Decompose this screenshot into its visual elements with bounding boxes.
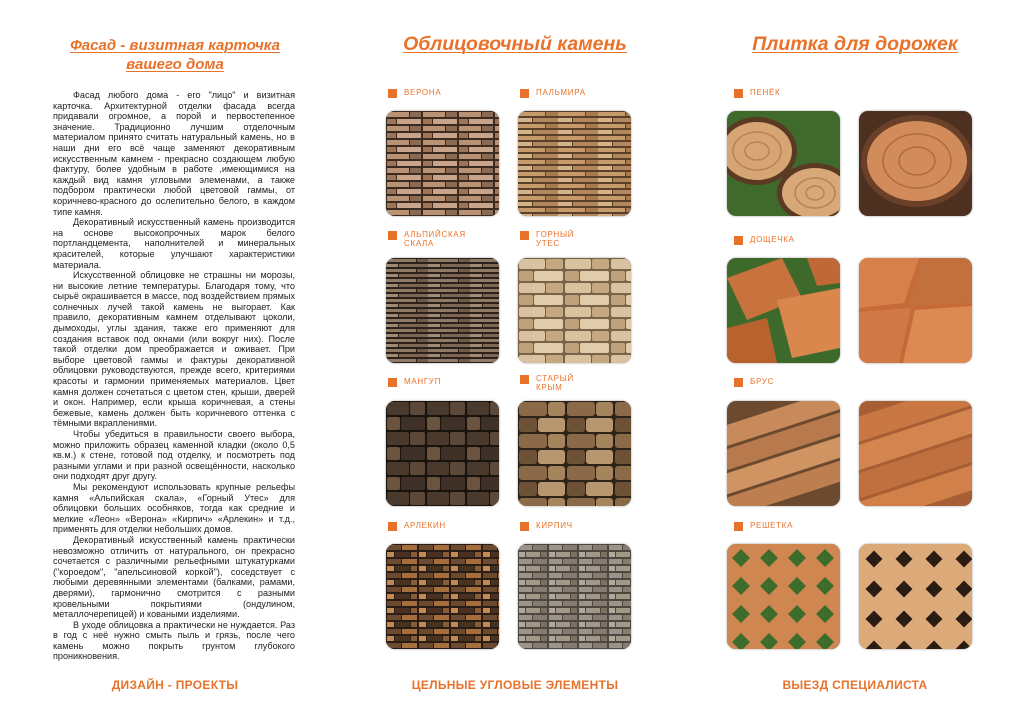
tile-verona — [386, 111, 499, 216]
right-column-title: Плитка для дорожек — [752, 33, 958, 55]
label-brick: КИРПИЧ — [520, 521, 573, 531]
bullet-square-icon — [734, 522, 743, 531]
middle-footer: ЦЕЛЬНЫЕ УГЛОВЫЕ ЭЛЕМЕНТЫ — [411, 678, 619, 692]
bullet-square-icon — [520, 231, 529, 240]
tile-old-crimea — [518, 401, 631, 506]
label-old-crimea: СТАРЫЙ КРЫМ — [520, 374, 574, 392]
tile-palmira — [518, 111, 631, 216]
middle-column-title: Облицовочный камень — [403, 33, 627, 55]
article-text — [53, 90, 295, 662]
tile-arlekin — [386, 544, 499, 649]
article-paragraph: Чтобы убедиться в правильности своего выбора, можно приложить образец каменной кладки (около 0,5 кв.м.) к стене, готовой под отделку, и посмотреть под разными углами и при разной освещённости, насколько они подходят друг другу. — [53, 429, 295, 482]
left-column-title: Фасад - визитная карточка вашего дома — [70, 37, 280, 73]
bullet-square-icon — [388, 89, 397, 98]
bullet-square-icon — [734, 89, 743, 98]
tile-beam-2 — [859, 401, 972, 506]
label-palmira: ПАЛЬМИРА — [520, 88, 586, 98]
tile-mountain-cliff — [518, 258, 631, 363]
left-footer: ДИЗАЙН - ПРОЕКТЫ — [111, 678, 239, 692]
bullet-square-icon — [520, 375, 529, 384]
label-mangup: МАНГУП — [388, 377, 441, 387]
tile-alpine-rock — [386, 258, 499, 363]
label-grid: РЕШЕТКА — [734, 521, 793, 531]
label-arlekin: АРЛЕКИН — [388, 521, 446, 531]
bullet-square-icon — [734, 378, 743, 387]
bullet-square-icon — [734, 236, 743, 245]
label-stump: ПЕНЁК — [734, 88, 780, 98]
tile-board-2 — [859, 258, 972, 363]
right-footer: ВЫЕЗД СПЕЦИАЛИСТА — [782, 678, 928, 692]
bullet-square-icon — [388, 522, 397, 531]
label-mountain-cliff: ГОРНЫЙ УТЕС — [520, 230, 574, 248]
article-paragraph: Фасад любого дома - его "лицо" и визитная карточка. Архитектурной отделки фасада всегда придавали огромное, а порой и первостепенное значение. Традиционно лучшим отделочным материалом принято считать натуральный камень, но в наши дни его всё чаще заменяют декоративным искусственным камнем - прекрасно создающем любую фактуру, более удобным в работе ,имеющимися на каждый вид камня угловыми элеменами, а также подбором практически любой цветовой гаммы, от коричнево-красного до ослепительно белого, в каждом типе камня. — [53, 90, 295, 217]
article-paragraph: Мы рекомендуют использовать крупные рельефы камня «Альпийская скала», «Горный Утес» для облицовки больших особняков, тогда как средние и мелкие «Леон» «Верона» «Кирпич» «Арлекин» и т.д., применять для отделки небольших домов. — [53, 481, 295, 535]
tile-board-1 — [727, 258, 840, 363]
label-alpine-rock: АЛЬПИЙСКАЯ СКАЛА — [388, 230, 466, 248]
article-paragraph: Искусственной облицовке не страшны ни морозы, ни высокие летние температуры. Благодаря тому, что сырьё окрашивается в массе, под воздействием прямых солнечных лучей такой камень не выгорает. Как правило, декоративным камнем отделывают цоколи, дымоходы, углы здания, также его применяют для создания вставок под окнами (или вокруг них). После такой отделки дом преображается и оживает. При выборе цветовой гаммы и фактуры декоративной облицовки руководствуются, прежде всего, критериями красоты и гармонии применяемых материалов. Цвет камня должен сочетаться с цветом стен, крыши, дверей и окон. Например, если крыша коричневая, а стены бежевые, камень должен быть коричневого оттенка с тёмными вкраплениями. — [53, 270, 295, 429]
article-paragraph: В уходе облицовка а практически не нуждается. Раз в год с неё нужно смыть пыль и грязь, после чего камень можно покрыть грунтом глубокого проникновения. — [53, 619, 295, 662]
tile-mangup — [386, 401, 499, 506]
bullet-square-icon — [388, 378, 397, 387]
bullet-square-icon — [520, 522, 529, 531]
tile-stump-1 — [727, 111, 840, 216]
tile-beam-1 — [727, 401, 840, 506]
tile-grid-2 — [859, 544, 972, 649]
article-paragraph: Декоративный искусственный камень производится на основе высокопрочных марок белого портландцемента, наполнителей и минеральных красителей, которые улучшают характеристики материала. — [53, 217, 295, 270]
article-paragraph: Декоративный искусственный камень практически невозможно отличить от натурального, он прекрасно сочетается с различными рельефными штукатурками ("короедом", "апельсиновой коркой"), соседствует с любыми деревянными элементами (балками, рамами, дверями), гармонично смотрится с разными кровельными покрытиями (ондулином, металлочерепицей) и коваными изделиями. — [53, 534, 295, 620]
label-board: ДОЩЕЧКА — [734, 235, 795, 245]
label-beam: БРУС — [734, 377, 774, 387]
label-verona: ВЕРОНА — [388, 88, 441, 98]
tile-grid-1 — [727, 544, 840, 649]
tile-brick — [518, 544, 631, 649]
tile-stump-2 — [859, 111, 972, 216]
bullet-square-icon — [520, 89, 529, 98]
bullet-square-icon — [388, 231, 397, 240]
